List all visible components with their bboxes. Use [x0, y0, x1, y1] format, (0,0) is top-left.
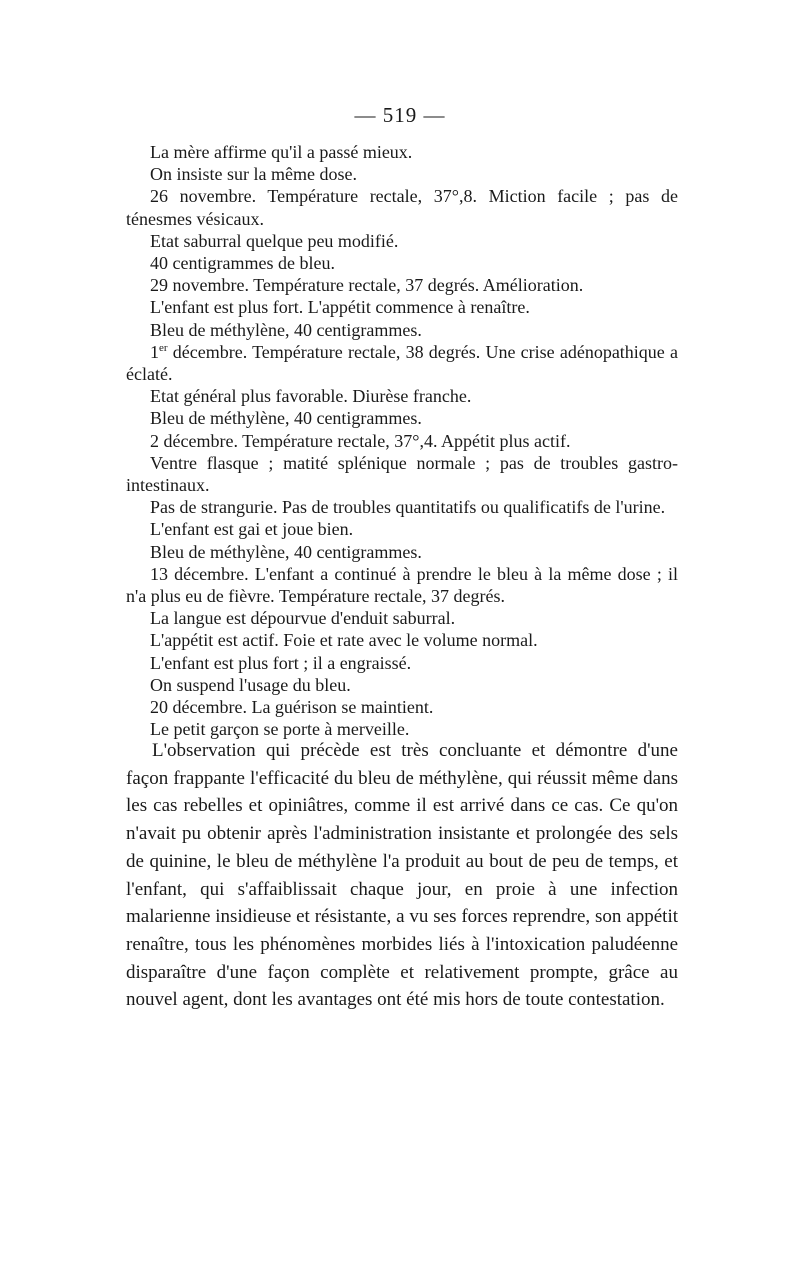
journal-entry: L'appétit est actif. Foie et rate avec le volume normal. — [150, 630, 538, 651]
page-number: — 519 — — [354, 103, 446, 127]
clinical-journal — [126, 141, 678, 740]
journal-entry: On insiste sur la même dose. — [150, 164, 357, 185]
journal-entry: 26 novembre. Température rectale, 37°,8. Miction facile ; pas de ténesmes vésicaux. — [126, 186, 678, 229]
journal-entry: On suspend l'usage du bleu. — [150, 674, 351, 695]
journal-entry: Bleu de méthylène, 40 centigrammes. — [150, 541, 422, 562]
observation-paragraph-block — [126, 737, 678, 1014]
journal-entry: Etat général plus favorable. Diurèse franche. — [150, 386, 472, 407]
journal-entry: 29 novembre. Température rectale, 37 degrés. Amélioration. — [150, 275, 584, 296]
journal-entry: Pas de strangurie. Pas de troubles quantitatifs ou qualificatifs de l'urine. — [150, 497, 666, 518]
journal-entry: Bleu de méthylène, 40 centigrammes. — [150, 319, 422, 340]
journal-entry: La mère affirme qu'il a passé mieux. — [150, 142, 413, 162]
journal-day: 1 — [150, 341, 159, 362]
journal-entry-text: décembre. Température rectale, 38 degrés. Une crise adénopathique a éclaté. — [126, 341, 678, 385]
journal-entry: 13 décembre. L'enfant a continué à prendre le bleu à la même dose ; il n'a plus eu de fièvre. Température rectale, 37 degrés. — [126, 563, 678, 607]
journal-entry: L'enfant est plus fort ; il a engraissé. — [150, 652, 412, 673]
journal-entry: Ventre flasque ; matité splénique normale ; pas de troubles gastro-intestinaux. — [126, 452, 678, 496]
journal-entry: Bleu de méthylène, 40 centigrammes. — [150, 408, 422, 429]
journal-entry: L'enfant est gai et joue bien. — [150, 519, 354, 540]
journal-entry: Le petit garçon se porte à merveille. — [150, 719, 410, 740]
journal-entry — [126, 341, 678, 385]
observation-paragraph: L'observation qui précède est très concluante et démontre d'une façon frappante l'efficacité du bleu de méthylène, qui réussit même dans les cas rebelles et opiniâtres, comme il est arrivé dans ce cas. Ce qu'on n'avait pu obtenir après l'administration insistante et prolongée des sels de quinine, le bleu de méthylène l'a produit au bout de peu de temps, et l'enfant, qui s'affaiblissait chaque jour, en proie à une infection malarienne insidieuse et résistante, a vu ses forces reprendre, son appétit renaître, tous les phénomènes morbides liés à l'intoxication paludéenne disparaître d'une façon complète et relativement prompte, grâce au nouvel agent, dont les avantages ont été mis hors de toute contestation. — [126, 740, 678, 1011]
journal-day-suffix: er — [159, 341, 168, 354]
journal-entry: Etat saburral quelque peu modifié. — [150, 230, 399, 251]
journal-entry: 20 décembre. La guérison se maintient. — [150, 697, 434, 718]
journal-entry: L'enfant est plus fort. L'appétit commence à renaître. — [150, 297, 530, 318]
journal-entry: La langue est dépourvue d'enduit saburral. — [150, 608, 456, 629]
journal-entry: 40 centigrammes de bleu. — [150, 253, 335, 274]
journal-entry: 2 décembre. Température rectale, 37°,4. Appétit plus actif. — [150, 430, 571, 451]
